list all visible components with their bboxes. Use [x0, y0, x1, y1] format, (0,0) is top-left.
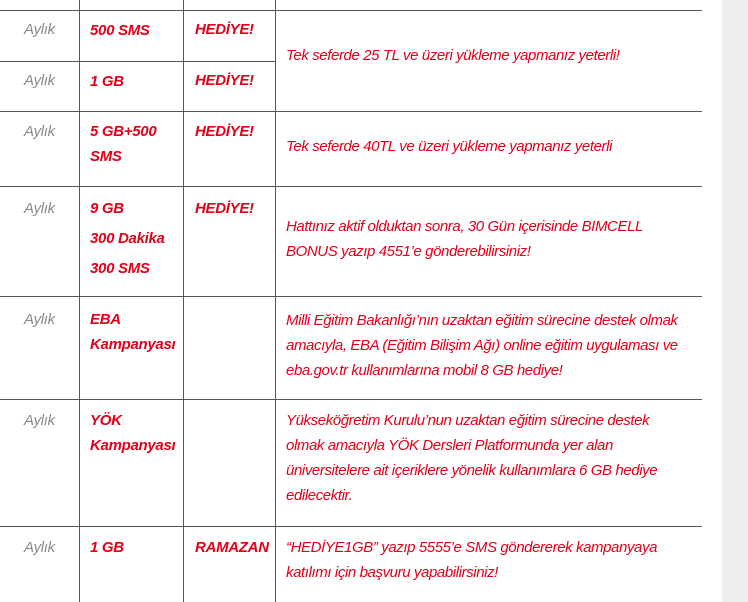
package-cell — [90, 533, 124, 563]
package-cell — [90, 16, 150, 46]
row-divider — [0, 10, 702, 11]
package-line: SMS — [90, 148, 122, 165]
package-line: 500 SMS — [90, 22, 150, 39]
gift-cell: HEDİYE! — [195, 123, 254, 140]
package-line: 300 Dakika — [90, 230, 165, 247]
description-cell — [286, 535, 657, 585]
package-line: 1 GB — [90, 539, 124, 556]
package-cell — [90, 67, 124, 97]
period-cell: Aylık — [24, 123, 55, 140]
gift-cell: RAMAZAN — [195, 539, 269, 556]
period-cell: Aylık — [24, 21, 55, 38]
description-line: katılımı için başvuru yapabilirsiniz! — [286, 564, 498, 581]
package-cell — [90, 307, 175, 357]
description-line: Milli Eğitim Bakanlığı’nın uzaktan eğitim sürecine destek olmak — [286, 312, 678, 329]
package-cell — [90, 408, 175, 458]
description-line: eba.gov.tr kullanımlarına mobil 8 GB hediye! — [286, 362, 563, 379]
package-line: 5 GB+500 — [90, 123, 157, 140]
column-divider — [275, 0, 276, 602]
package-cell — [90, 119, 156, 169]
package-cell — [90, 194, 165, 284]
period-cell: Aylık — [24, 200, 55, 217]
gift-cell: HEDİYE! — [195, 21, 254, 38]
column-divider — [183, 0, 184, 602]
package-line: Kampanyası — [90, 437, 176, 454]
row-divider — [0, 296, 702, 297]
description-line: üniversitelere ait içeriklere yönelik kullanımlara 6 GB hediye — [286, 462, 658, 479]
row-divider — [0, 526, 702, 527]
side-panel — [722, 0, 748, 602]
package-line: Kampanyası — [90, 336, 176, 353]
package-line: YÖK — [90, 412, 122, 429]
description-line: olmak amacıyla YÖK Dersleri Platformunda yer alan — [286, 437, 613, 454]
description-cell — [286, 214, 643, 264]
description-cell — [286, 43, 620, 68]
row-divider — [0, 186, 702, 187]
row-divider — [0, 399, 702, 400]
description-cell — [286, 308, 678, 383]
description-cell — [286, 134, 612, 159]
description-line: edilecektir. — [286, 487, 353, 504]
gift-cell: HEDİYE! — [195, 72, 254, 89]
description-line: “HEDİYE1GB” yazıp 5555’e SMS göndererek kampanyaya — [286, 539, 658, 556]
period-cell: Aylık — [24, 72, 55, 89]
description-line: Tek seferde 25 TL ve üzeri yükleme yapmanız yeterli! — [286, 47, 620, 64]
period-cell: Aylık — [24, 311, 55, 328]
package-line: EBA — [90, 311, 121, 328]
row-divider — [0, 61, 276, 62]
column-divider — [79, 0, 80, 602]
description-line: BONUS yazıp 4551’e gönderebilirsiniz! — [286, 243, 531, 260]
row-divider — [0, 111, 702, 112]
package-line: 1 GB — [90, 73, 124, 90]
description-cell — [286, 408, 657, 508]
description-line: Tek seferde 40TL ve üzeri yükleme yapmanız yeterli — [286, 138, 613, 155]
package-line: 300 SMS — [90, 260, 150, 277]
period-cell: Aylık — [24, 412, 55, 429]
description-line: amacıyla, EBA (Eğitim Bilişim Ağı) online eğitim uygulaması ve — [286, 337, 678, 354]
package-line: 9 GB — [90, 200, 124, 217]
gift-cell: HEDİYE! — [195, 200, 254, 217]
period-cell: Aylık — [24, 539, 55, 556]
description-line: Hattınız aktif olduktan sonra, 30 Gün içerisinde BIMCELL — [286, 218, 643, 235]
description-line: Yükseköğretim Kurulu’nun uzaktan eğitim sürecine destek — [286, 412, 650, 429]
